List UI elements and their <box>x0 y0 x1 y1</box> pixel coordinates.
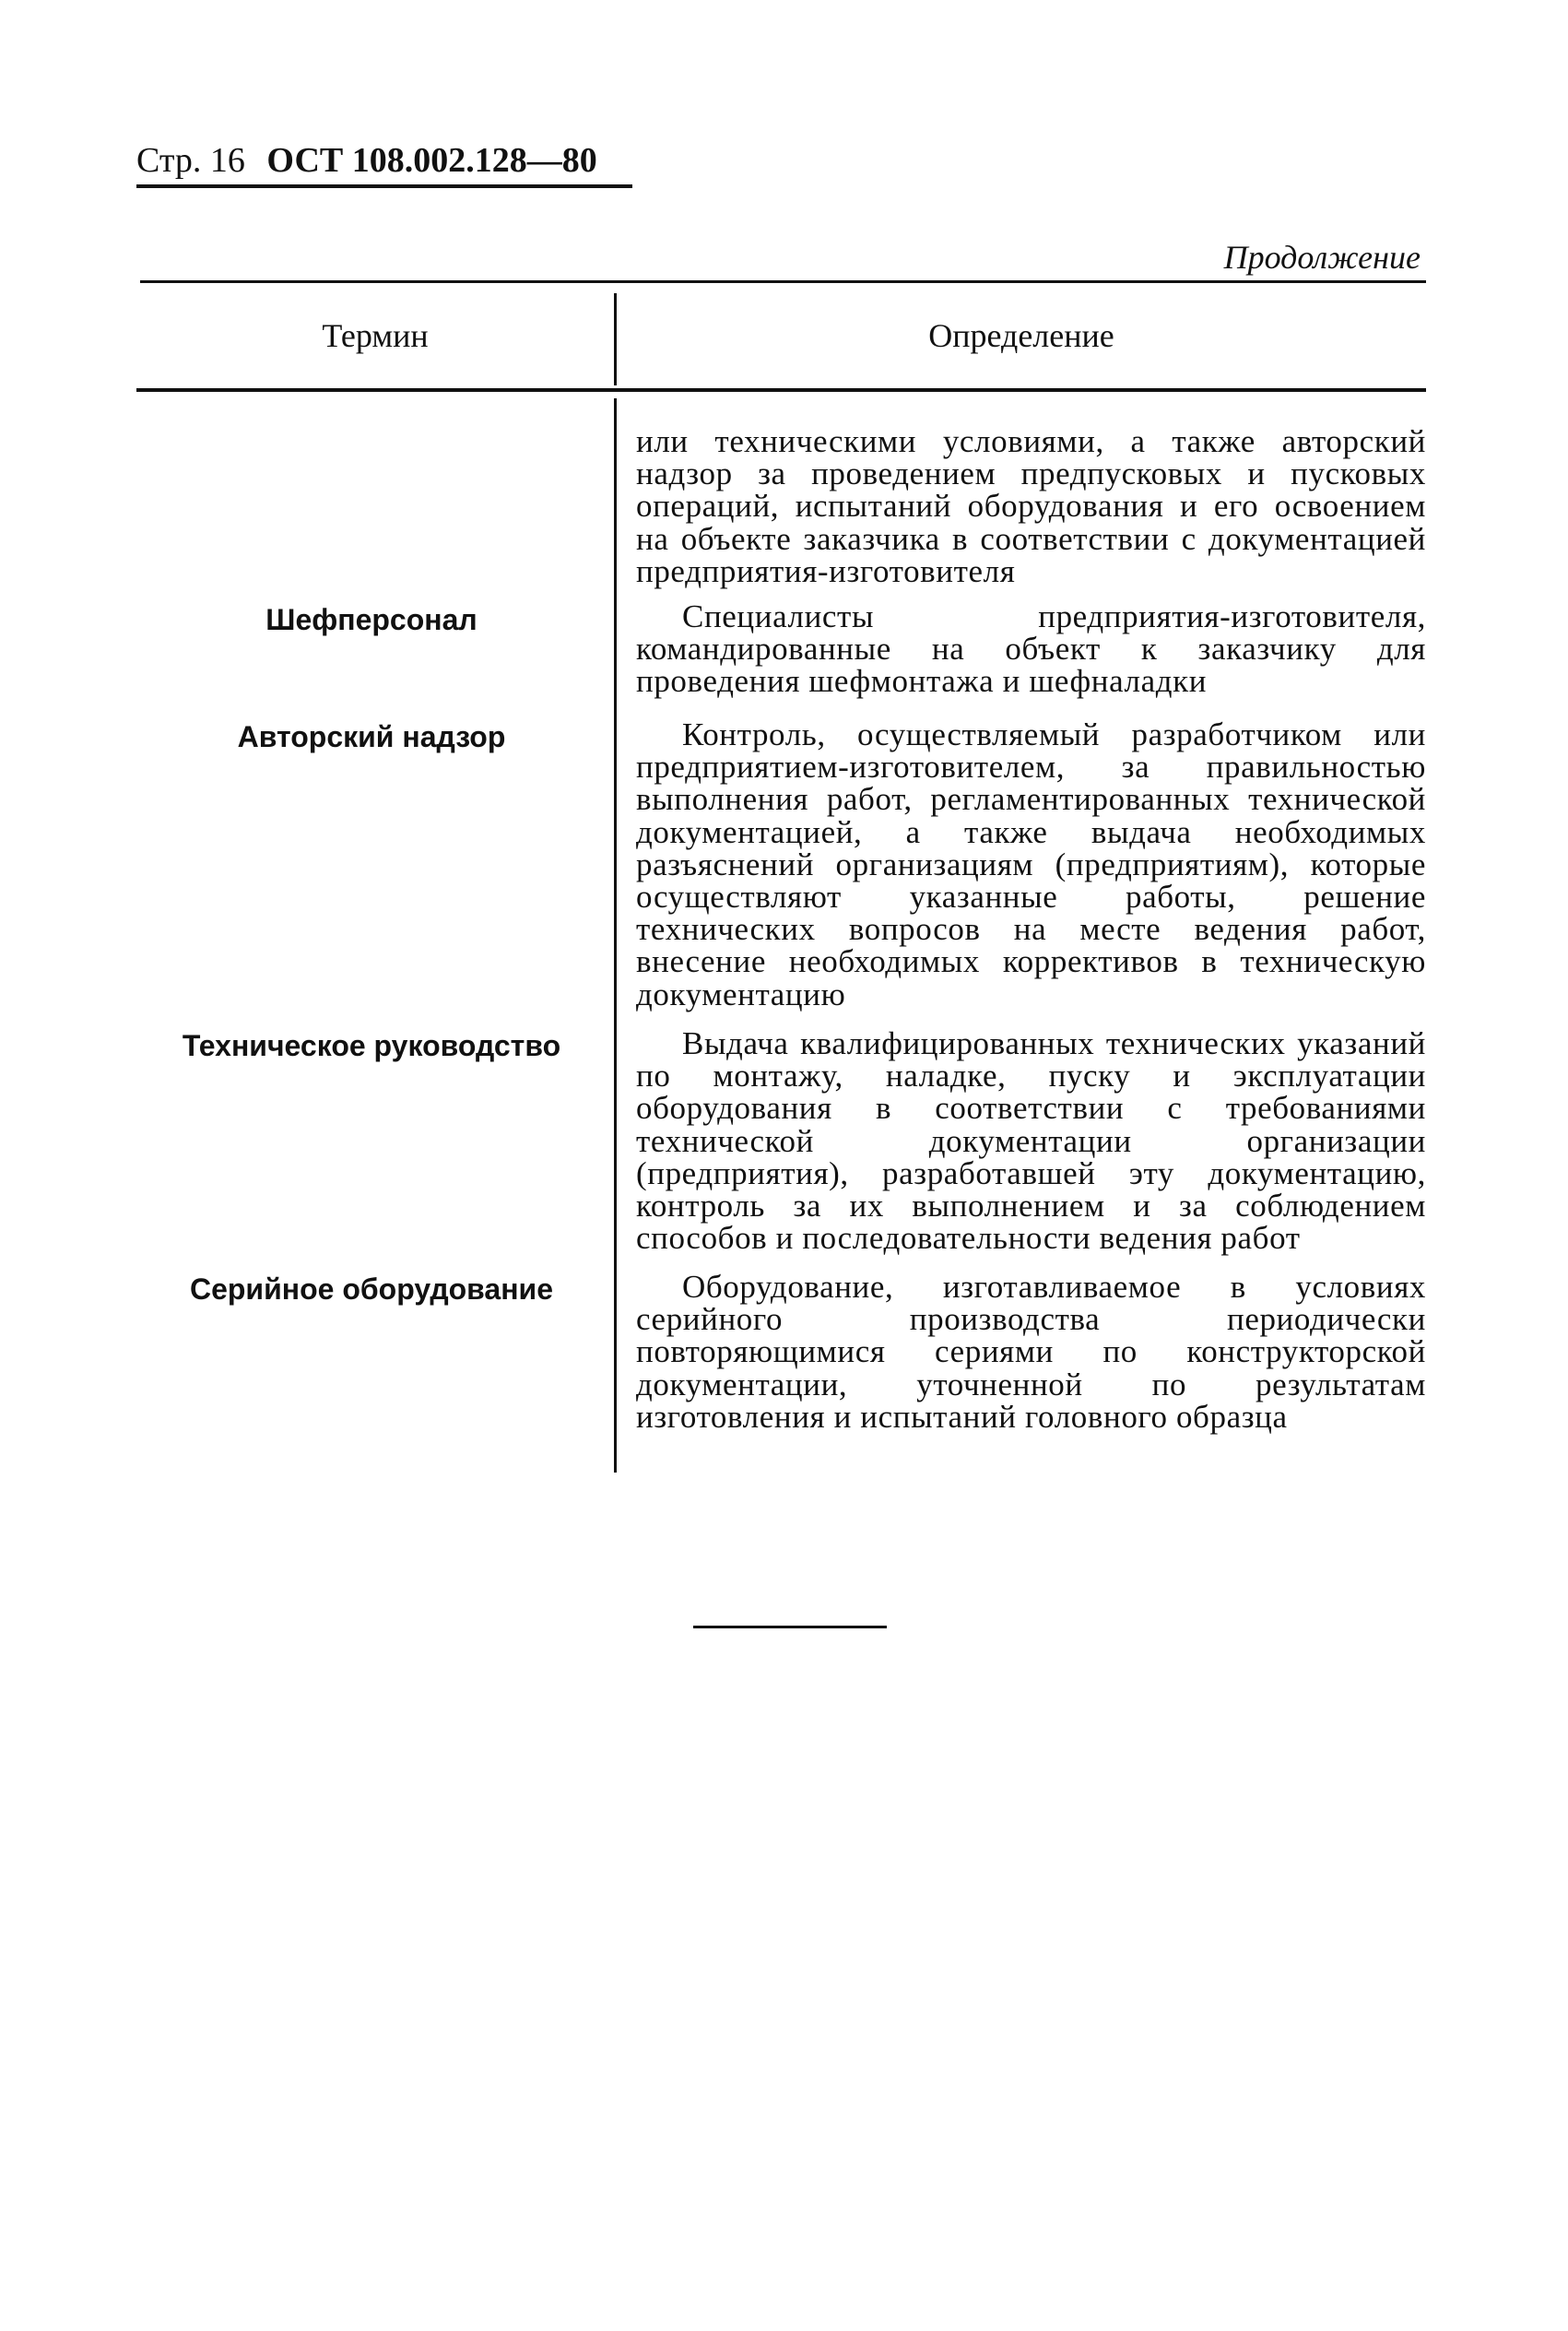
term-seriynoe-oborudovanie: Серийное оборудование <box>189 1272 554 1306</box>
definition-shefpersonal <box>636 600 1426 698</box>
definition-tekhnicheskoe-rukovodstvo <box>636 1025 1426 1257</box>
definition-text: Специалисты предприятия-изготовителя, командированные на объект к заказчику для проведения шефмонтажа и шефналадки <box>636 598 1426 700</box>
definition-seriynoe-oborudovanie <box>636 1271 1426 1433</box>
table-header-bottom-rule <box>136 388 1426 392</box>
standard-number: ОСТ 108.002.128—80 <box>266 141 597 180</box>
page-header <box>136 138 597 183</box>
table-top-rule <box>140 280 1426 283</box>
term-tekhnicheskoe-rukovodstvo: Техническое руководство <box>182 1029 561 1062</box>
continuation-label: Продолжение <box>1223 239 1421 276</box>
intro-definition <box>636 425 1426 587</box>
header-underline <box>136 184 632 188</box>
term-shefpersonal: Шефперсонал <box>265 603 477 636</box>
intro-definition-text: или техническими условиями, а также авторский надзор за проведением предпусковых и пусковых операций, испытаний оборудования и его освоением на объекте заказчика в соответствии с документацией предприятия-изготовителя <box>636 423 1426 589</box>
definition-text: Оборудование, изготавливаемое в условиях серийного производства периодически повторяющимися сериями по конструкторской документации, уточненной по результатам изготовления и испытаний головного образца <box>636 1269 1426 1435</box>
column-header-term: Термин <box>322 317 429 354</box>
page-number: Стр. 16 <box>136 141 245 180</box>
definition-avtorskiy-nadzor <box>636 718 1426 1011</box>
end-rule <box>693 1626 887 1628</box>
term-avtorskiy-nadzor: Авторский надзор <box>237 720 506 753</box>
column-header-definition: Определение <box>928 317 1114 354</box>
definition-text: Контроль, осуществляемый разработчиком или предприятием-изготовителем, за правильностью выполнения работ, регламентированных технической документацией, а также выдача необходимых разъяснений организациям (предприятиям), которые осуществляют указанные работы, решение технических вопросов на месте ведения работ, внесение необходимых коррективов в техническую документацию <box>636 716 1426 1012</box>
definition-text: Выдача квалифицированных технических указаний по монтажу, наладке, пуску и эксплуатации оборудования в соответствии с требованиями технической документации организации (предприятия), разработавшей эту документацию, контроль за их выполнением и за соблюдением способов и последовательности ведения работ <box>636 1025 1426 1257</box>
column-divider-body <box>614 398 617 1473</box>
